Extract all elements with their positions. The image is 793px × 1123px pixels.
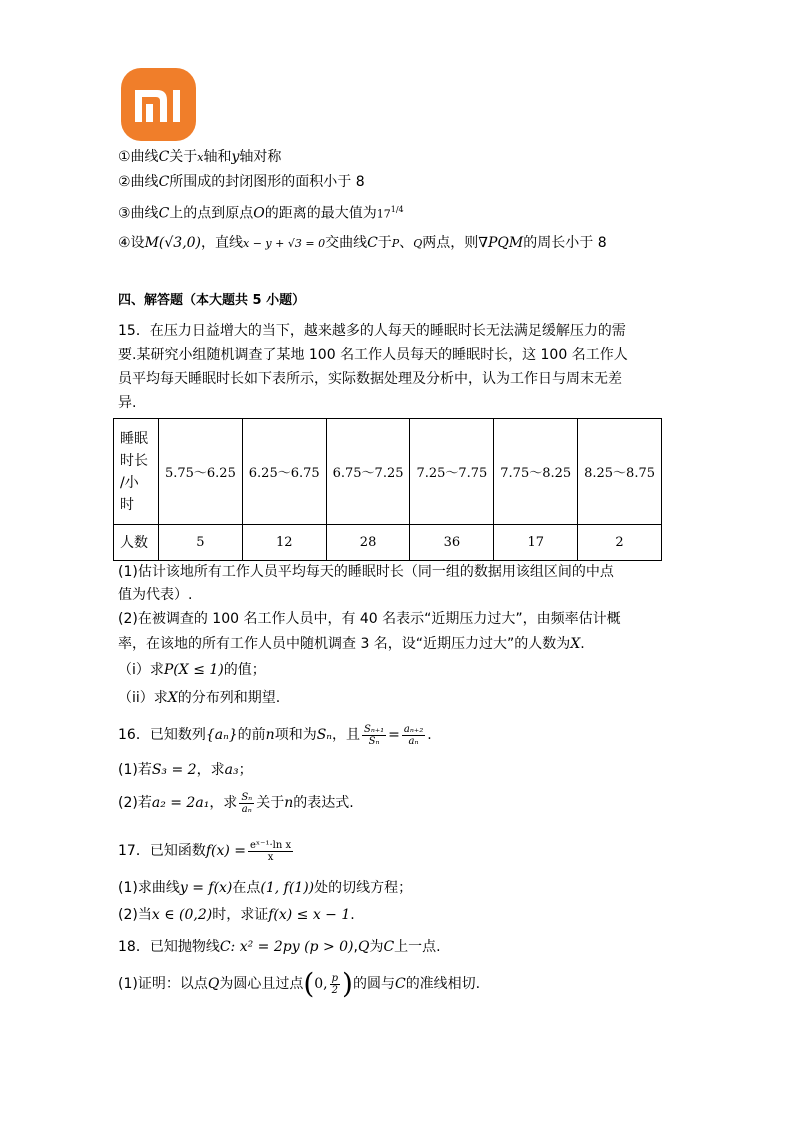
q17-fraction: $\frac{\text{eˣ⁻¹·ln x}}{x}$ (250, 839, 292, 863)
q18-fraction: $\frac{p}{2}$ (331, 972, 339, 996)
q15-part-2a: (2)在被调查的 100 名工作人员中，有 40 名表示“近期压力过大”，由频率估计概 (118, 611, 621, 627)
table-cell-count: 17 (494, 525, 578, 561)
q16-fraction-s: $\frac{\text{Sₙ₊₁}}{\text{Sₙ}}$ (363, 723, 385, 747)
q16-fraction-a: $\frac{\text{aₙ₊₂}}{\text{aₙ}}$ (403, 723, 424, 747)
mi-logo-glyph (121, 68, 196, 141)
q15-part-2b: 率，在该地的所有工作人员中随机调查 3 名，设“近期压力过大”的人数为X. (118, 636, 585, 652)
q16-fraction-s-over-a: $\frac{\text{Sₙ}}{\text{aₙ}}$ (241, 791, 253, 815)
table-cell-interval: 6.75～7.25 (326, 419, 410, 525)
statement-4: ④设M(√3,0)，直线x − y + √3 = 0交曲线C于P、Q两点，则∇PQM的周长小于 8 (118, 235, 607, 251)
table-cell-interval: 7.25～7.75 (410, 419, 494, 525)
q16-stem: 16．已知数列{aₙ}的前n项和为Sₙ，且 $\frac{\text{Sₙ₊₁}}{\text{Sₙ}}$ = $\frac{\text{aₙ₊₂}}{\text{aₙ}}$ . (118, 723, 432, 747)
table-header-sleep-hours: 睡眠 时长 /小 时 (114, 419, 159, 525)
table-cell-count: 2 (578, 525, 662, 561)
q17-part-2: (2)当x ∈ (0,2)时，求证f(x) ≤ x − 1. (118, 907, 355, 923)
q16-part-1: (1)若S₃ = 2，求a₃； (118, 762, 253, 778)
statement-3: ③曲线C上的点到原点O的距离的最大值为$17^{1/4}$ (118, 205, 404, 222)
table-cell-interval: 8.25～8.75 (578, 419, 662, 525)
table-cell-count: 36 (410, 525, 494, 561)
q15-part-i: （i）求P(X ≤ 1)的值； (118, 662, 266, 678)
statement-2: ②曲线C所围成的封闭图形的面积小于 8 (118, 174, 365, 190)
q18-stem: 18．已知抛物线C: x² = 2py (p > 0),Q为C上一点. (118, 939, 441, 955)
statement-1: ①曲线C关于x轴和y轴对称 (118, 149, 282, 165)
q18-part-1: (1)证明：以点Q为圆心且过点(0, $\frac{p}{2}$ )的圆与C的准线相切. (118, 967, 481, 1000)
table-cell-count: 5 (159, 525, 243, 561)
q15-line-3: 员平均每天睡眠时长如下表所示，实际数据处理及分析中，认为工作日与周末无差 (118, 371, 622, 387)
q15-part-1b: 值为代表）. (118, 587, 193, 603)
table-row-counts (114, 525, 662, 561)
table-cell-interval: 5.75～6.25 (159, 419, 243, 525)
table-cell-count: 12 (242, 525, 326, 561)
table-cell-interval: 7.75～8.25 (494, 419, 578, 525)
q16-part-2: (2)若a₂ = 2a₁，求 $\frac{\text{Sₙ}}{\text{aₙ}}$ 关于n的表达式. (118, 791, 354, 815)
q17-stem: 17．已知函数f(x) = $\frac{\text{eˣ⁻¹·ln x}}{x}$ (118, 839, 292, 863)
table-cell-interval: 6.25～6.75 (242, 419, 326, 525)
table-header-count: 人数 (114, 525, 159, 561)
q15-line-2: 要.某研究小组随机调查了某地 100 名工作人员每天的睡眠时长，这 100 名工作人 (118, 347, 628, 363)
q15-line-1: 15．在压力日益增大的当下，越来越多的人每天的睡眠时长无法满足缓解压力的需 (118, 323, 626, 339)
mi-logo (121, 68, 196, 141)
table-cell-count: 28 (326, 525, 410, 561)
q15-line-4: 异. (118, 395, 137, 411)
paren-open: ( (303, 967, 315, 1000)
section-heading: 四、解答题（本大题共 5 小题） (118, 293, 306, 308)
paren-close: ) (342, 967, 353, 1000)
q15-part-ii: （ii）求X的分布列和期望. (118, 690, 281, 706)
q15-part-1a: (1)估计该地所有工作人员平均每天的睡眠时长（同一组的数据用该组区间的中点 (118, 564, 614, 580)
q17-part-1: (1)求曲线y = f(x)在点(1, f(1))处的切线方程； (118, 880, 413, 896)
sleep-table (113, 418, 662, 561)
table-row-intervals (114, 419, 662, 525)
